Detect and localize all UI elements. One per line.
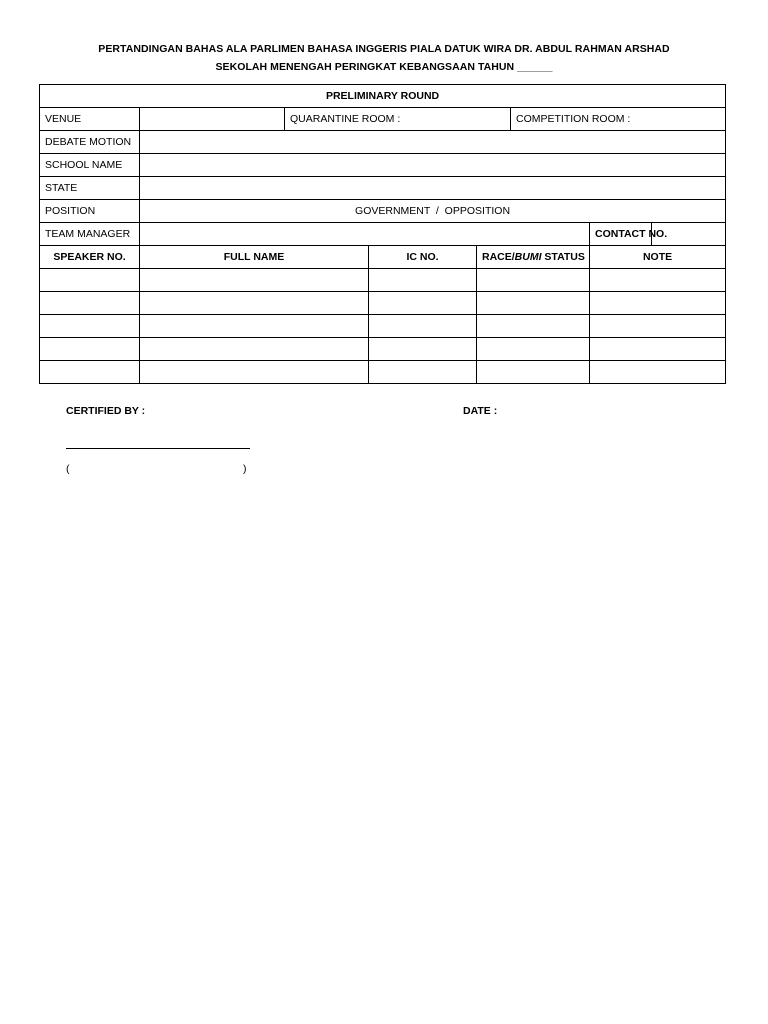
table-row xyxy=(40,315,726,338)
note-cell[interactable] xyxy=(590,338,726,361)
name-close-paren: ) xyxy=(243,463,247,475)
school-name-label: SCHOOL NAME xyxy=(40,154,140,177)
venue-row xyxy=(40,108,726,131)
motion-row xyxy=(40,131,726,154)
note-cell[interactable] xyxy=(590,292,726,315)
status-text: STATUS xyxy=(541,251,585,263)
full-name-cell[interactable] xyxy=(140,338,369,361)
table-row xyxy=(40,338,726,361)
team-manager-field[interactable] xyxy=(140,223,590,246)
debate-motion-label: DEBATE MOTION xyxy=(40,131,140,154)
full-name-cell[interactable] xyxy=(140,315,369,338)
position-row xyxy=(40,200,726,223)
bumi-text: BUMI xyxy=(514,251,542,263)
col-speaker-no: SPEAKER NO. xyxy=(40,246,140,269)
name-open-paren: ( xyxy=(66,463,70,475)
col-full-name: FULL NAME xyxy=(140,246,369,269)
table-row xyxy=(40,361,726,384)
full-name-cell[interactable] xyxy=(140,361,369,384)
venue-label: VENUE xyxy=(40,108,140,131)
speaker-no-cell[interactable] xyxy=(40,292,140,315)
ic-no-cell[interactable] xyxy=(369,269,477,292)
signature-line[interactable] xyxy=(66,448,250,449)
full-name-cell[interactable] xyxy=(140,292,369,315)
round-title-row xyxy=(40,85,726,108)
ic-no-cell[interactable] xyxy=(369,292,477,315)
date-label[interactable]: DATE : xyxy=(463,405,498,417)
state-field[interactable] xyxy=(140,177,726,200)
race-status-cell[interactable] xyxy=(477,338,590,361)
venue-field[interactable] xyxy=(140,108,285,131)
speaker-no-cell[interactable] xyxy=(40,338,140,361)
certified-by-label: CERTIFIED BY : xyxy=(66,405,146,417)
state-row xyxy=(40,177,726,200)
quarantine-room-label[interactable]: QUARANTINE ROOM : xyxy=(285,108,511,131)
race-text: RACE/ xyxy=(482,251,515,263)
note-cell[interactable] xyxy=(590,269,726,292)
ic-no-cell[interactable] xyxy=(369,361,477,384)
registration-form-table xyxy=(39,84,726,384)
col-note: NOTE xyxy=(590,246,726,269)
team-manager-label: TEAM MANAGER xyxy=(40,223,140,246)
contact-no-label: CONTACT NO. xyxy=(590,223,652,246)
state-label: STATE xyxy=(40,177,140,200)
col-ic-no: IC NO. xyxy=(369,246,477,269)
table-row xyxy=(40,269,726,292)
note-cell[interactable] xyxy=(590,315,726,338)
note-cell[interactable] xyxy=(590,361,726,384)
debate-motion-field[interactable] xyxy=(140,131,726,154)
form-title: PERTANDINGAN BAHAS ALA PARLIMEN BAHASA INGGERIS PIALA DATUK WIRA DR. ABDUL RAHMAN ARSHAD xyxy=(98,43,670,55)
race-status-cell[interactable] xyxy=(477,361,590,384)
speaker-no-cell[interactable] xyxy=(40,361,140,384)
competition-room-label[interactable]: COMPETITION ROOM : xyxy=(511,108,726,131)
speaker-header-row xyxy=(40,246,726,269)
table-row xyxy=(40,292,726,315)
round-title: PRELIMINARY ROUND xyxy=(40,85,726,108)
position-options[interactable]: GOVERNMENT / OPPOSITION xyxy=(140,200,726,223)
race-status-cell[interactable] xyxy=(477,292,590,315)
ic-no-cell[interactable] xyxy=(369,338,477,361)
position-label: POSITION xyxy=(40,200,140,223)
manager-row xyxy=(40,223,726,246)
speaker-no-cell[interactable] xyxy=(40,269,140,292)
ic-no-cell[interactable] xyxy=(369,315,477,338)
race-status-cell[interactable] xyxy=(477,315,590,338)
race-status-cell[interactable] xyxy=(477,269,590,292)
form-subtitle: SEKOLAH MENENGAH PERINGKAT KEBANGSAAN TAHUN ______ xyxy=(215,61,553,73)
full-name-cell[interactable] xyxy=(140,269,369,292)
col-race-status xyxy=(477,246,590,269)
speaker-no-cell[interactable] xyxy=(40,315,140,338)
school-name-field[interactable] xyxy=(140,154,726,177)
school-row xyxy=(40,154,726,177)
